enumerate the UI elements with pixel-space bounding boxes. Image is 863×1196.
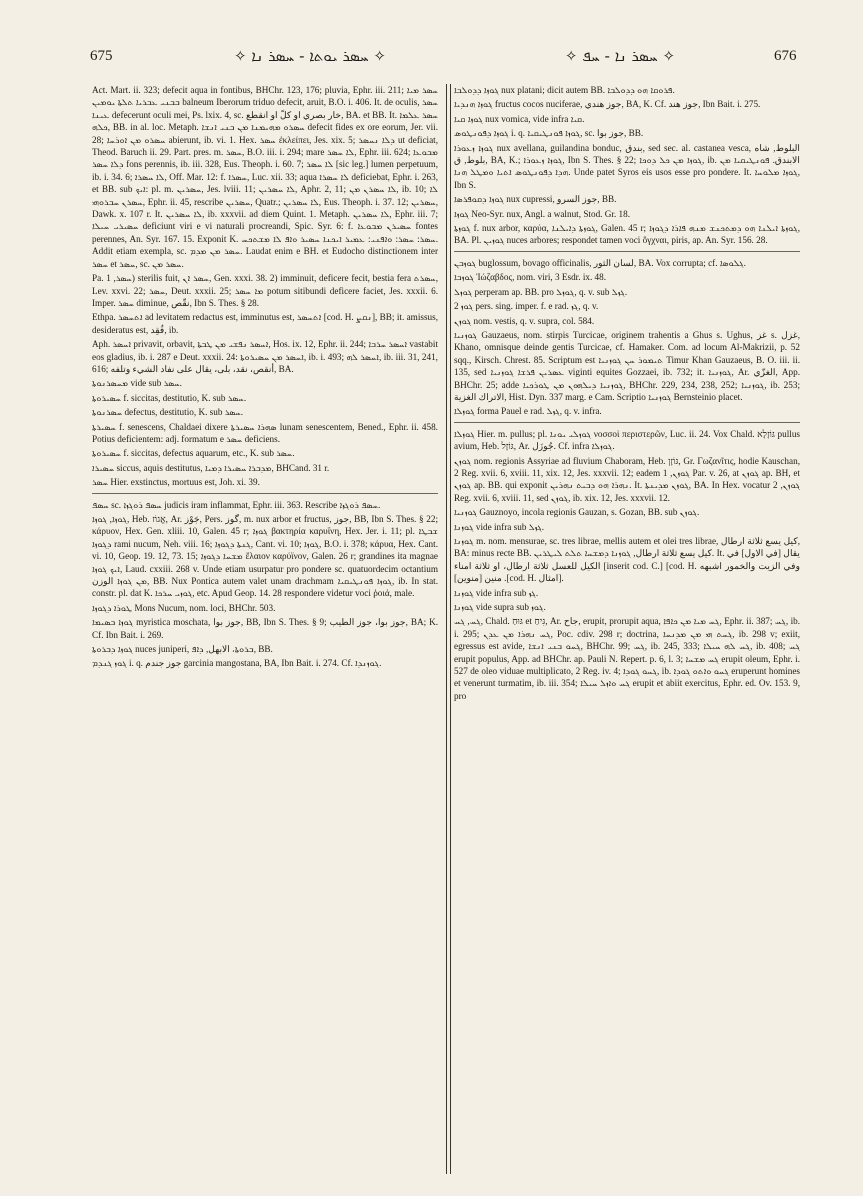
dictionary-entry: ܓܘܙܒܢ buglossum, bovago officinalis, لسان الثور, BA. Vox corrupta; cf. ܓܠܘܣܐ.: [454, 251, 800, 269]
dictionary-entry: ܚܣܝܪܘܬܐ f. siccitas, defectus aquarum, etc., K. sub ܚܣܪ.: [92, 448, 295, 459]
dictionary-entry: ܓܘܙܢܝܐ Gauzaeus, nom. stirpis Turcicae, originem trahentis a Ghus s. Ughus, غز s. غزل, Khano, omnisque deinde gentis Turcicae, cf. Hamaker. Com. ad locum Al-Makrizii, p. 52 sqq., Kirsch. Chrest. 85. Scriptum est ܬܝܡܘܪ ܚܢ ܓܘܙܢܝܐ Timur Khan Gauzaeus, B. O. iii. ii. 135, sed ܥܣܪܝܢ ܦܪܫܐ ܓܘܙܢܝܐ viginti equites Gozzaei, ib. 732; it. ܓܘܙܢܝܐ, Ar. الغزّي, App. BHChr. 25; adde ܓܘܙܢܝܐ ܕܝܠܗܘܢ ܡܢ ܛܘܪܟܝܐ, BHChr. 229, 234, 238, 252; ܓܘܙܢܝܐ, ib. 253; الاتراك الغزية, Hist. Dyn. 337 marg. e Cam. Scriptio ܓܘܙܢܝܐ Bernsteinio placet.: [454, 329, 800, 402]
dictionary-entry: Ethpa. ܐܬܚܣܪ ad levitatem redactus est, imminutus est, ܐܬܚܣܪ [cod. H. ܢܩܨ], BB; it. amissus, desideratus est, فُقِد, ib.: [92, 312, 438, 335]
dictionary-entry: ܓܘܙܢܐ vide infra sub ܓܙ.: [454, 587, 539, 598]
dictionary-entry: ܚܣܝܪܐ siccus, aquis destitutus, ܡܕܒܪܐ ܚܣܝܪܐ ܕܡܝܐ, BHCand. 31 r.: [92, 462, 330, 473]
right-column: [454, 84, 800, 1174]
dictionary-entry: ܓܘܙܢܐ vide infra sub ܓܙܠ.: [454, 521, 545, 532]
dictionary-entry: ܚܣܝܪܬܐ f. senescens, Chaldaei dixere ܣܗܪܐ ܚܣܝܪܬܐ lunam senescentem, Bened., Ephr. ii. 458. Potius deficientem: adj. formatum e ܚܣܪ deficiens.: [92, 421, 438, 444]
dictionary-entry: ܓܘܙ ܓܢܕܡ i. q. جوز جندم garcinia mangostana, BA, Ibn Bait. i. 274. Cf. ܓܘܙܢܕܐ.: [92, 658, 382, 669]
dictionary-entry: ܓܘܙܢ nom. regionis Assyriae ad fluvium Chaboram, Heb. גּוֹזָן, Gr. Γωζανῖτις, hodie Kauschan, 2 Reg. xvii. 6, xviii. 11, xix. 12, Jes. xxxvii. 12; eadem ܓܘܙܢ, 1 Par. v. 26, at ܓܘܙܢ ap. BH, et ܓܘܙܢ ap. BB. qui exponit ܢܗܪܐ ܗܘ ܕܒܝܬ ܢܗܪܝܢ. It. ܓܘܙܢ ܡܕܝܢܬܐ, BA. In Hex. vocatur ܓܘܙܢ, 2 Reg. xvii. 6, xviii. 11, sed ܓܘܙܢ, ib. xix. 12, Jes. xxxvii. 12.: [454, 455, 800, 503]
dictionary-entry: ܓܘܙܒܐ Ἰώζαβδος, nom. viri, 3 Esdr. ix. 48.: [454, 272, 607, 283]
dictionary-entry: Pa. ܚܣܪ, 1) sterilis fuit, ܚܣܪ ܐܢ, Gen. xxxi. 38. 2) imminuit, deficere fecit, bestia fera ܚܣܪܬ, Lev. xxvi. 22; ܚܣܪ, Deut. xxxii. 25; ܡܐ ܚܣܪ potum sitibundi deficere faciet, Jes. xxxii. 6. Imper. ܚܣܪ diminue, نقّص, Ibn S. Thes. § 28.: [92, 273, 438, 308]
dictionary-entry: ܓܘܙܐ ܒܣܝܡܐ myristica moschata, جوز بوا, BB, Ibn S. Thes. § 9; جوز بوا، جوز الطيب, BA; K. Cf. Ibn Bait. i. 269.: [92, 617, 438, 640]
dictionary-entry: ܓܘܙܢ nom. vestis, q. v. supra, col. 584.: [454, 315, 595, 326]
left-column: [92, 84, 438, 1174]
dictionary-entry: ܓܘܙܢܐ m. nom. mensurae, sc. tres librae, mellis autem et olei tres librae, كيل يسع ثلاثة ارطال, BA: minus recte BB. كيل يسع ثلاثة ارطال, ܓܘܙܢܐ ܕܡܫܚܐ ܬܠܬ ܠܝܛܪܝܢ. It. يقال [في الاول] في الكيل للعسل ثلاثة ارطال، او ثلاثة امناء [inserit cod. C.] [cod. H. وفي الزيت والخمور اشبهه منين [منوين] .[cod. H. امثال].: [454, 536, 800, 584]
dictionary-entry: ܓܚ, ܓܚ, Chald. גּוּחַ et גִּיחַ, Ar. جاح, erupit, prorupit aqua, ܓܚ ܡܝܐ ܡܢ ܟܐܦܐ, Ephr. ii. 387; ܓܚ, ib. i. 295; ܓܚ ܢܗܪܐ ܡܢ ܥܕܢ, Poc. cdiv. 298 r; doctrina, ܓܚܬ ܗܝ ܡܢ ܡܕܢܚܐ, ib. 298 v; exiit, egressus est avide, ܓܚܘ ܒܢܝ ܐܢܫܐ, BHChr. 99; ܓܚ, ib. 245, 333; ܓܚ ܠܗ ܚܝܠܐ, ib. 408; ܓܚ erupit populus, App. ad BHChr. ap. Pauli N. Repert. p. 6, l. 3; ܓܚ ܡܫܚܐ erupit oleum, Ephr. i. 527 de oleo viduae multiplicato, 2 Reg. iv. 4; ܓܚܘ ܓܘܕܐ, ib. ܓܚܘ ܘܐܬܘ ܓܘܕܐ eruperunt homines et venerunt turmatim, ib. iii. 354; ܓܚ ܘܐܙܠ ܚܝܠܐ erupit et abiit exercitus, Ephr. ed. Ov. 153. 9, pro: [454, 616, 800, 701]
dictionary-entry: ܓܘܙܐ ܕܦܘܢܛܘܣ i. q. ܓܘܙܐ ܦܘܢܛܝܩܝܐ, sc. جوز بوا, BB.: [454, 128, 644, 139]
dictionary-entry: ܓܘܙܐ ܕܩܘܦܪܣܐ nux cupressi, جوز السرو, BB.: [454, 194, 617, 205]
page-header: [0, 44, 863, 72]
dictionary-entry: ܓܘܙܐ Neo-Syr. nux, Angl. a walnut, Stod. Gr. 18.: [454, 208, 631, 219]
dictionary-entry: ܓܘܙܐ ܕܒܪܘܬܐ nuces juniperi, ܒܪܘܬܐ، الابهل, ܕܐܦ, BB.: [92, 644, 273, 655]
dictionary-entry: ܓܘܙܐ, ܓܘܙܐ, Heb. אֱגוֹז, Ar. جَوْز, Pers. گوز, m. nux arbor et fructus, جوز, BB, Ibn S. Thes. § 22; κάρυον, Hex. Gen. xliii. 10, Galen. 45 r; ܓܘܙܐ βακτηρία καρυΐνη, Hex. Jer. i. 11; pl. ܫܒܛܐ ܕܓܘܙܐ rami nucum, Neh. viii. 16; ܓܢܬܐ ܕܓܘܙܐ, Cant. vi. 10; ܓܘܙܐ, B.O. i. 378; κάρυα, Hex. Cant. vi. 10, Geop. 19. 12, 73. 15; ܡܫܚܐ ܕܓܘܙܐ ἔλαιον καρύϊνον, Galen. 26 r; grandines ita magnae ܐܝܟ ܓܘܙܐ, Laud. cxxiii. 268 v. Unde etiam usurpatur pro pondere sc. quatuordecim octantium ܡܢ ܓܘܙܐ الوزن, BB. Nux Pontica autem valet unam drachmam ܓܘܙܐ ܦܘܢܛܝܩܝܐ, ib. In stat. constr. pl. dat K. ܓܘܙܝ ܚܪܟܐ, etc. Apud Geop. 14. 28 respondere videtur voci ῥοιά, male.: [92, 514, 438, 599]
right-page-number: 676: [774, 48, 797, 64]
right-running-title: ✧ ܚܣܪ ܢܐ - ܚܦ ✧: [564, 47, 676, 65]
dictionary-entry: Aph. ܐܚܣܪ privavit, orbavit, ܐܚܣܪ ܢܦܫܝ ܡܢ ܛܒܬܐ, Hos. ix. 12, Ephr. ii. 244; ܐܚܣܪ ܚܪܒܐ vastabit eos gladius, ib. i. 287 e Deut. xxxii. 24: ܐܚܣܪ ܡܢ ܚܣܝܪܘܬܐ, ib. i. 493; ܐܚܣܪ ܠܗ, ib. iii. 31, 241, 616; أنقص، نقد، بلى، يقال على نفاد الشيء وتلفه, BA.: [92, 339, 438, 374]
dictionary-entry: ܓܘܙܠܐ Hier. m. pullus; pl. ܓܘܙܠܝ ܝܘܢܐ νοσσοὶ περιστερῶν, Luc. ii. 24. Vox Chald. גּוֹזָלָא pullus avium, Heb. גּוֹזָל, Ar. جُوزَل. Cf. infra ܓܘܙܠܐ.: [454, 422, 800, 453]
dictionary-entry: ܓܘܙܐ ܕܕܘܠܒܐ nux platani; dicit autem BB. ܦܪܘܩܐ ܗܘ ܕܕܘܠܒܐ.: [454, 85, 675, 95]
dictionary-entry: ܓܘܙܠܐ forma Pauel e rad. ܓܙܠ, q. v. infra.: [454, 406, 602, 417]
dictionary-entry: ܓܘܙܢܝܐ Gauznoyo, incola regionis Gauzan, s. Gozan, BB. sub ܓܘܙܢ.: [454, 507, 700, 518]
dictionary-entry: ܚܣܦ sc. ܚܣܦ ܪܘܓܙܐ judicis iram inflammat, Ephr. iii. 363. Rescribe ܚܣܦ ܪܘܓܙܐ.: [92, 493, 438, 511]
dictionary-entry: ܛܘܪܐ ܕܓܘܙܐ Mons Nucum, nom. loci, BHChr. 503.: [92, 602, 276, 613]
dictionary-entry: ܡܚܣܪܢܘܬܐ vide sub ܚܣܪ.: [92, 378, 182, 389]
dictionary-entry: ܚܣܪ Hier. exstinctus, mortuus est, Joh. xi. 39.: [92, 477, 260, 488]
dictionary-entry: ܓܘܙܐ ܙܥܘܪܐ nux avellana, guilandina bonduc, بندق, sed sec. al. castanea vesca, البلوط, شاه بلوط, ق, BA, K.; ܓܘܙܐ ܙܥܘܪܐ, Ibn S. Thes. § 22; ܓܘܙܐ ܡܢ ܟܠ ܕܘܟܐ, ib. الابندق. ܦܘܢܛܝܩܝܐ ܡܢ ܗܕܐ ܕܦܘܢܛܘܣ ܐܬܝܐ ܘܡܛܠ ܗܢܐ. Unde patet Syros eis usos esse pro pondere. It. ܓܘܙܐ ܡܠܘܚܐ, Ibn S.: [454, 142, 800, 190]
dictionary-entry: Act. Mart. ii. 323; defecit aqua in fontibus, BHChr. 123, 176; pluvia, Ephr. iii. 211; ܚܣܪ ܡܝܐ ܒܒܢܝ ܥܒܪܝܐ ܬܠܬܐ ܝܘܡܝܢ balneum Iberorum triduo defecit, aruit, B.O. i. 406. It. de oculis, ܚܣܪ ܥܝܢܐ defecerunt oculi mei, Ps. lxix. 4, sc. خار بصري او كلّ او انقطع, BA. et BB. It. ܚܣܪ ܥܠܡܐ ܟܠܗ, BB. in al. loc. Metaph. ܚܣܪܘ ܡܗܝܡܢܐ ܡܢ ܒܢܝ ܐܢܫܐ defecit fides ex ore eorum, Jer. vii. 28; ܚܣܪܘ ܡܢ ܐܘܪܚܐ abierunt, ib. vi. 1. Hex. ܚܣܪ ἐκλείπει, Jes. xix. 5; ܕܠܐ ܢܚܣܪ ut deficiat, Theod. Baruch ii. 29. Part. pres. m. ܚܣܪ, B.O. iii. i. 294; mare ܠܐ ܚܣܪ, Ephr. iii. 624; ܡܒܘܥܐ ܕܠܐ ܚܣܪ fons perennis, ib. iii. 328, Eus. Theoph. i. 60. 7; ܠܐ ܚܣܪ [sic leg.] lumen perpetuum, ib. i. 34. 6; ܠܐ ܚܣܪܐ, Off. Mar. 12: f. ܚܣܪܐ, Luc. xii. 33; aqua ܠܐ ܚܣܪܐ deficiebat, Ephr. i. 263, et BB. sub ܐܝܟ: pl. m. ܚܣܪܝܢ, Jes. lviii. 11; ܠܐ ܚܣܪܝܢ, Aphr. 2, 11; ܠܐ ܚܣܪܢ ܡܢ, ib. 10; ܠܐ ܚܣܪܢ ܚܒܪܘܗܝ, Ephr. ii. 45, rescribe ܚܣܪܝܢ, Quatr.; ܠܐ ܚܣܪܝܢ, Eus. Theoph. i. 37. 12; ܚܣܪܝܢ, Dawk. x. 107 r. It. ܠܐ ܚܣܪܝܢ, ib. xxxvii. ad diem Quint. 1. Metaph. ܠܐ ܚܣܪܝܢ, Ephr. iii. 7; ܚܣܝܪܝ ܚܝܠܐ deficiunt viri e vi naturali procreandi, Spic. Syr. 6: f. ܚܣܝܪܢ ܡܒܘܥܐ fontes perennes, An. Syr. 167. 15. Exponit K. ܚܣܪ: ܚܣܪ: ܘܐܦܢܝ: ܥܡܝܪ ܐܝܟܢܐ ܚܣܝܪ ܘܐܦ ܠܐ ܡܫܬܟܚ. Addit etiam exempla, sc. ܚܣܪ ܡܢ ܡܕܡ. Laudat enim e BH. et Eudocho distinctionem inter ܚܣܪ et ܚܣܪ, sc. ܚܣܪ ܡܢ.: [92, 85, 438, 269]
dictionary-entry: ܚܣܪܢܘܬܐ defectus, destitutio, K. sub ܚܣܪ.: [92, 407, 244, 418]
column-divider: [446, 84, 451, 1174]
dictionary-entry: ܓܘܙܢܐ vide supra sub ܓܘܙ.: [454, 602, 546, 613]
dictionary-entry: ܓܘܙܠ perperam ap. BB. pro ܓܘܙܠ, q. v. sub ܓܙܠ.: [454, 286, 628, 297]
left-page-number: 675: [90, 48, 113, 64]
dictionary-entry: ܓܘܙܐ ܩܝܐ nux vomica, vide infra ܩܝܐ.: [454, 113, 585, 124]
left-running-title: ✧ ܚܣܪ ܝܘܬܐ - ܚܣܪ ܢܐ ✧: [234, 47, 386, 65]
dictionary-entry: ܓܘܙܐ ܗܢܕܝܐ fructus cocos nuciferae, جوز هندي, BA, K. Cf. جوز هند, Ibn Bait. i. 275.: [454, 99, 761, 110]
dictionary-entry: ܓܘܙ 2 pers. sing. imper. f. e rad. ܓܙ, q. v.: [454, 301, 599, 312]
dictionary-entry: ܚܣܝܪܘܬܐ f. siccitas, destitutio, K. sub ܚܣܪ.: [92, 392, 247, 403]
dictionary-entry: ܓܘܙܬܐ f. nux arbor, καρύα, ܓܘܙܬܐ ܕܐܝܠܢܐ, Galen. 45 r; ܓܘܙܬܐ ܐܝܠܢܐ ܗܘ ܕܡܬܟܢܫ ܡܢܗ ܦܐܪܐ ܕܓܘܙܐ, BA. Pl. ܓܘܙܝܢ nuces arbores; respondet tamen voci ὄγχναι, piris, ap. An. Syr. 156. 28.: [454, 223, 800, 246]
